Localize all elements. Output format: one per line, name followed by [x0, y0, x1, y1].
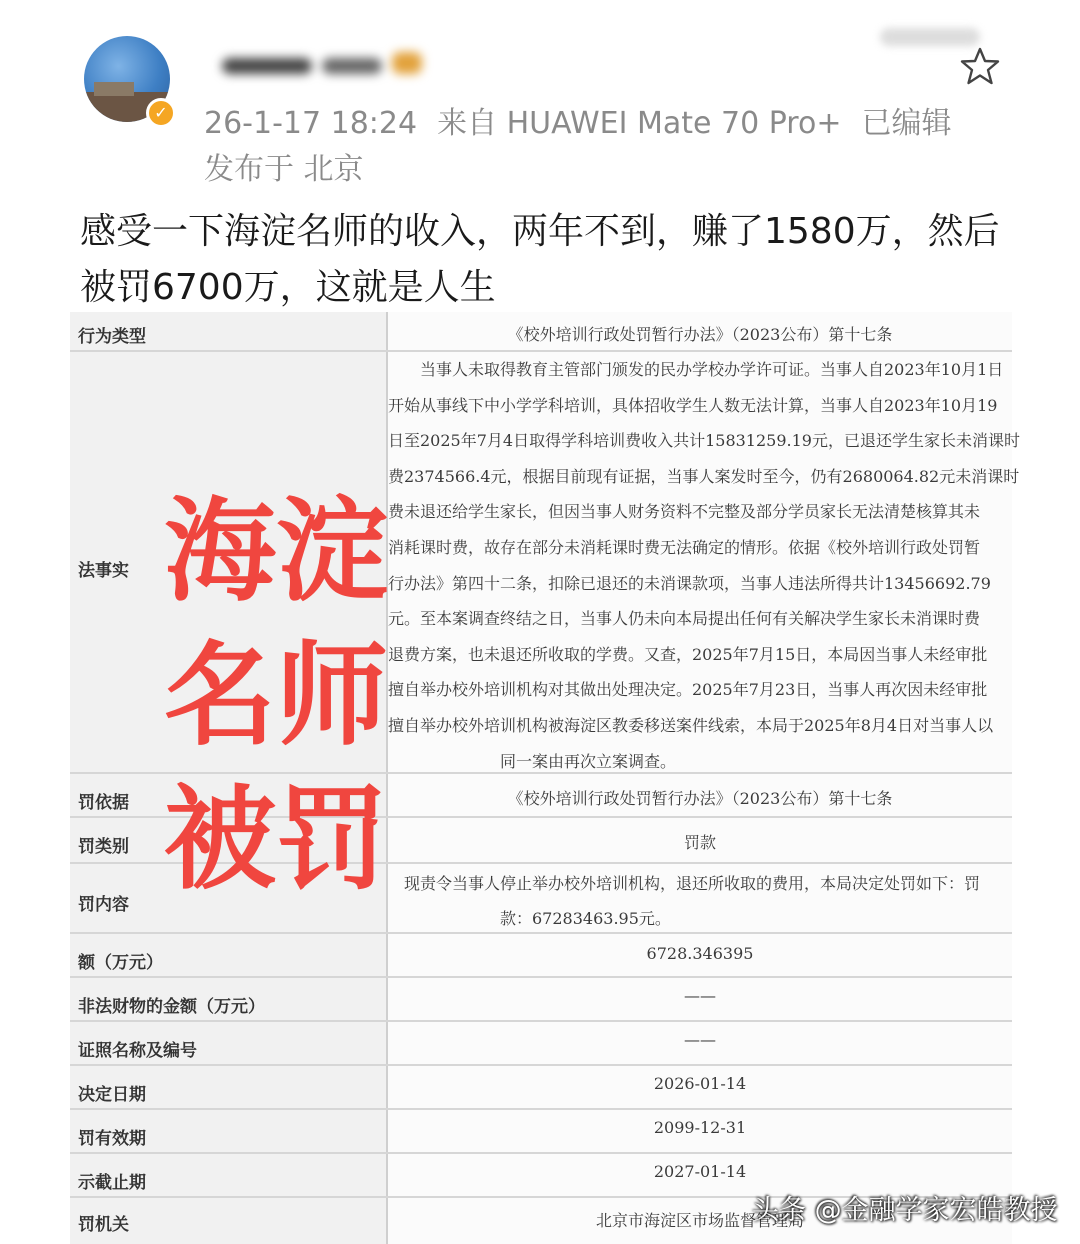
row-divider	[70, 1020, 1012, 1022]
label-valid: 罚有效期	[78, 1129, 146, 1149]
post-source: 来自 HUAWEI Mate 70 Pro+	[437, 106, 842, 141]
caption-line: 名师	[164, 631, 388, 761]
fact-line: 开始从事线下中小学学科培训，具体招收学生人数无法计算，当事人自2023年10月19	[388, 395, 998, 415]
fact-line: 费未退还给学生家长，但因当事人财务资料不完整及部分学员家长无法清楚核算其未	[388, 502, 981, 522]
value-basis: 《校外培训行政处罚暂行办法》（2023公布）第十七条	[507, 789, 893, 808]
verified-badge-icon: ✓	[146, 98, 176, 128]
fact-line: 擅自举办校外培训机构对其做出处理决定。2025年7月23日，当事人再次因未经审批	[388, 680, 988, 700]
fact-line: 元。至本案调查终结之日，当事人仍未向本局提出任何有关解决学生家长未消课时费	[388, 609, 981, 629]
fact-line: 费2374566.4元，根据目前现有证据，当事人案发时至今，仍有2680064.82元未消课时	[388, 466, 1020, 486]
fact-line: 行办法》第四十二条，扣除已退还的未消课款项，当事人违法所得共计13456692.79	[388, 573, 991, 593]
content-line: 现责令当事人停止举办校外培训机构，退还所收取的费用，本局决定处罚如下：罚	[388, 874, 981, 893]
label-fact: 法事实	[78, 561, 129, 581]
username-blurred[interactable]	[222, 44, 432, 84]
penalty-document-image	[70, 312, 1020, 1244]
label-amount: 额（万元）	[78, 953, 163, 973]
value-category: 罚款	[683, 833, 716, 852]
red-overlay-caption	[156, 480, 396, 912]
value-confiscate: ——	[684, 986, 716, 1005]
post-time: 26-1-17 18:24	[204, 106, 418, 141]
label-confiscate: 非法财物的金额（万元）	[78, 997, 265, 1017]
caption-line: 被罚	[164, 775, 388, 905]
post-location: 发布于 北京	[204, 152, 364, 187]
value-authority: 北京市海淀区市场监督管理局	[595, 1211, 804, 1230]
fact-line: 擅自举办校外培训机构被海淀区教委移送案件线索，本局于2025年8月4日对当事人以	[388, 715, 994, 735]
value-license: ——	[684, 1030, 716, 1049]
post-text: 感受一下海淀名师的收入，两年不到，赚了1580万，然后被罚6700万，这就是人生	[80, 211, 1000, 308]
watermark: 头条 @金融学家宏皓教授	[752, 1195, 1058, 1226]
fact-line: 同一案由再次立案调查。	[388, 751, 677, 771]
fact-line: 当事人未取得教育主管部门颁发的民办学校办学许可证。当事人自2023年10月1日	[388, 360, 1004, 379]
label-decision-date: 决定日期	[78, 1085, 146, 1105]
row-divider	[70, 1152, 1012, 1154]
label-content: 罚内容	[78, 895, 129, 915]
label-license: 证照名称及编号	[78, 1041, 197, 1061]
value-type: 《校外培训行政处罚暂行办法》（2023公布）第十七条	[507, 325, 893, 344]
label-publicity: 示截止期	[78, 1173, 146, 1193]
fact-line: 消耗课时费，故存在部分未消耗课时费无法确定的情形。依据《校外培训行政处罚暂	[388, 537, 981, 557]
content-line: 款：67283463.95元。	[388, 909, 671, 928]
value-amount: 6728.346395	[646, 944, 754, 963]
row-divider	[70, 1108, 1012, 1110]
row-divider	[70, 976, 1012, 978]
label-type: 行为类型	[78, 327, 146, 347]
label-category: 罚类别	[78, 837, 129, 857]
caption-line: 海淀	[164, 487, 388, 617]
row-divider	[70, 1064, 1012, 1066]
post-meta	[204, 98, 951, 142]
value-content	[388, 866, 1002, 936]
fact-line: 日至2025年7月4日取得学科培训费收入共计15831259.19元，已退还学生家长未消课时	[388, 431, 1020, 451]
post-edited: 已编辑	[861, 106, 952, 141]
label-authority: 罚机关	[78, 1215, 129, 1235]
value-valid: 2099-12-31	[653, 1118, 747, 1137]
favorite-star-icon[interactable]	[960, 46, 1000, 86]
value-decision-date: 2026-01-14	[653, 1074, 747, 1093]
label-basis: 罚依据	[78, 793, 129, 813]
value-fact	[388, 352, 1020, 779]
value-publicity: 2027-01-14	[653, 1162, 747, 1181]
fact-line: 退费方案，也未退还所收取的学费。又查，2025年7月15日，本局因当事人未经审批	[388, 644, 988, 664]
blurred-header-area	[880, 28, 980, 46]
